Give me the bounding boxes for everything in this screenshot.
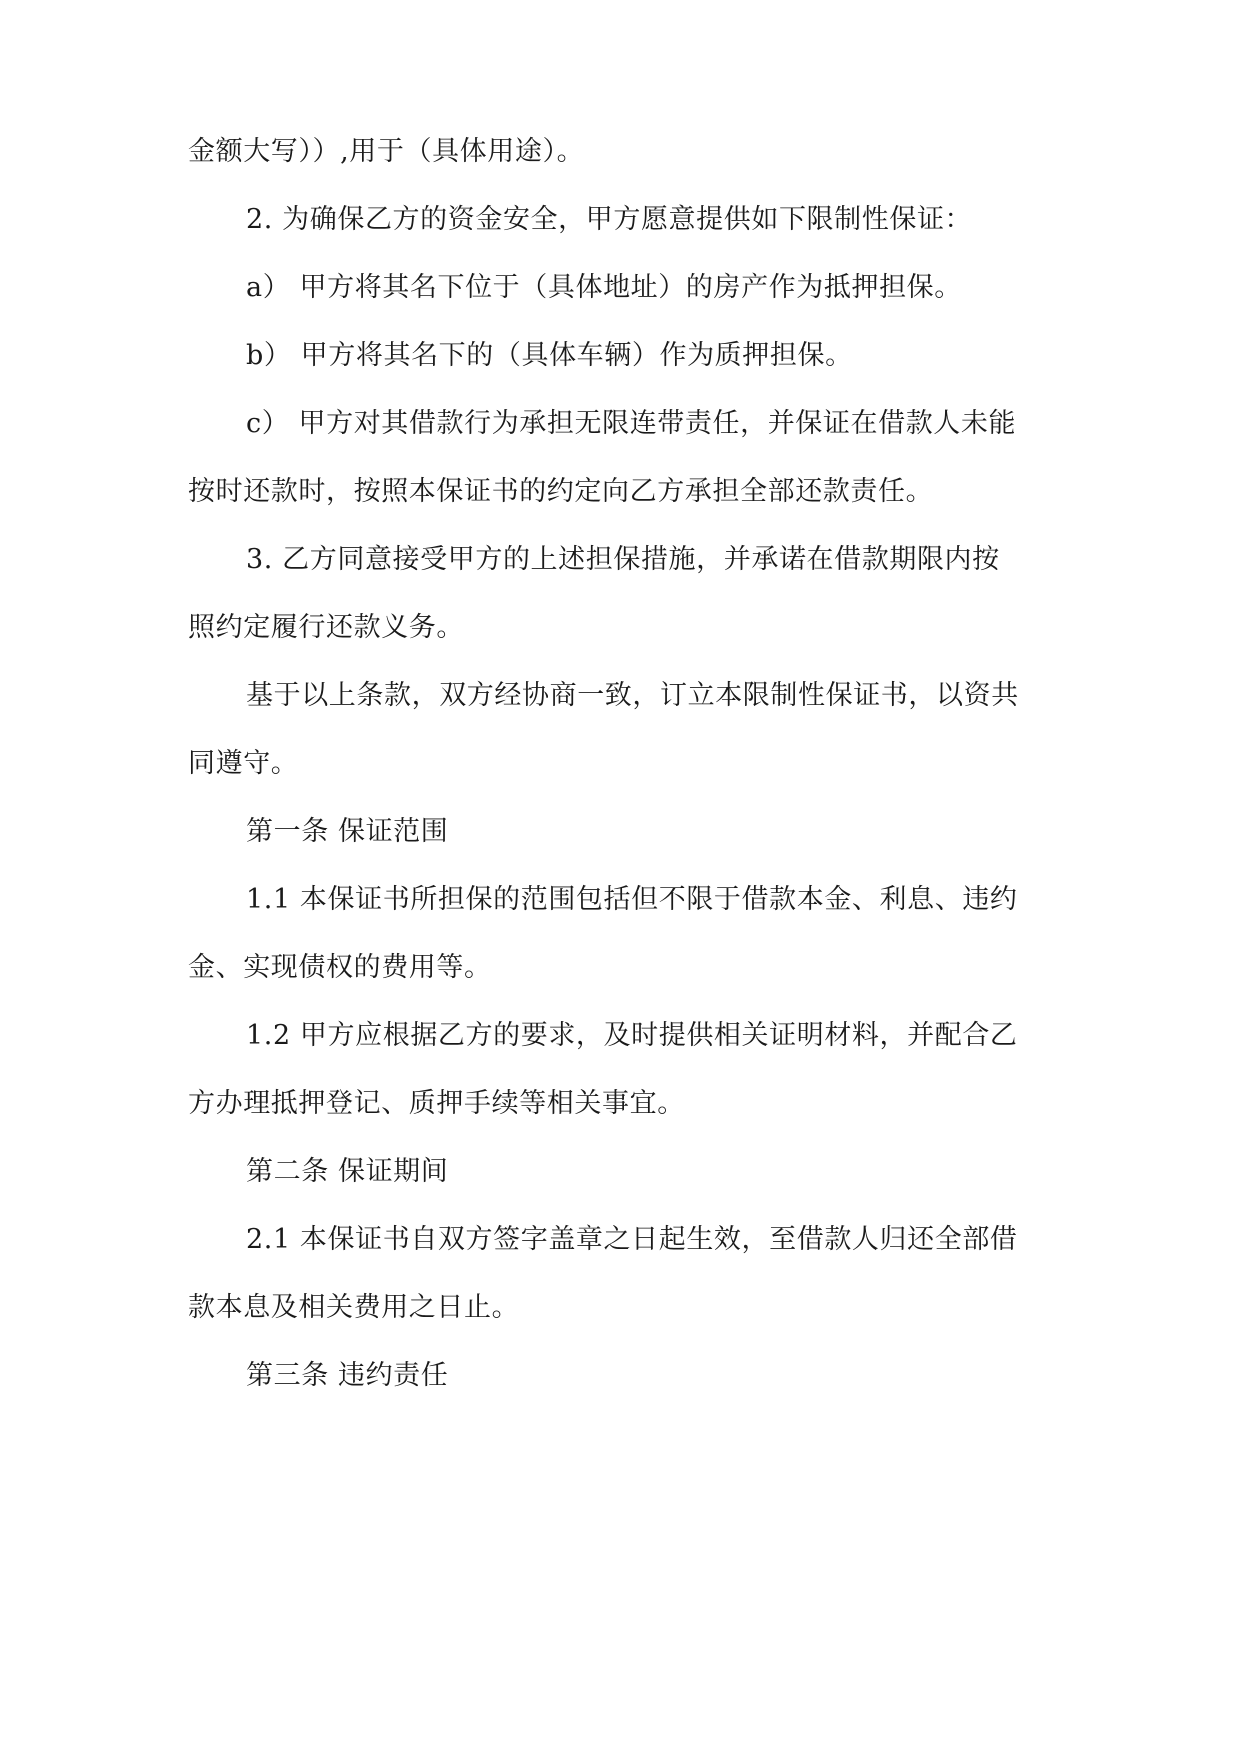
summary-line-1: 基于以上条款，双方经协商一致，订立本限制性保证书，以资共: [246, 680, 1019, 711]
article-1-heading: 第一条 保证范围: [246, 816, 449, 847]
paragraph-line: 金额大写））,用于（具体用途）。: [188, 136, 585, 167]
clause-2-1-line-2: 款本息及相关费用之日止。: [188, 1292, 520, 1323]
clause-2-1-line-1: 2.1 本保证书自双方签字盖章之日起生效，至借款人归还全部借: [246, 1224, 1018, 1255]
clause-1-1-line-1: 1.1 本保证书所担保的范围包括但不限于借款本金、利息、违约: [246, 884, 1018, 915]
item-b-line: b） 甲方将其名下的（具体车辆）作为质押担保。: [246, 340, 853, 371]
clause-3-line-1: 3. 乙方同意接受甲方的上述担保措施，并承诺在借款期限内按: [246, 544, 1000, 575]
item-c-line-1: c） 甲方对其借款行为承担无限连带责任，并保证在借款人未能: [246, 408, 1017, 439]
article-3-heading: 第三条 违约责任: [246, 1360, 449, 1391]
clause-1-2-line-2: 方办理抵押登记、质押手续等相关事宜。: [188, 1088, 685, 1119]
clause-1-1-line-2: 金、实现债权的费用等。: [188, 952, 492, 983]
item-c-line-2: 按时还款时，按照本保证书的约定向乙方承担全部还款责任。: [188, 476, 934, 507]
article-2-heading: 第二条 保证期间: [246, 1156, 449, 1187]
clause-3-line-2: 照约定履行还款义务。: [188, 612, 464, 643]
summary-line-2: 同遵守。: [188, 748, 299, 779]
clause-1-2-line-1: 1.2 甲方应根据乙方的要求，及时提供相关证明材料，并配合乙: [246, 1020, 1018, 1051]
item-a-line: a） 甲方将其名下位于（具体地址）的房产作为抵押担保。: [246, 272, 962, 303]
clause-2-line: 2. 为确保乙方的资金安全，甲方愿意提供如下限制性保证：: [246, 204, 973, 235]
